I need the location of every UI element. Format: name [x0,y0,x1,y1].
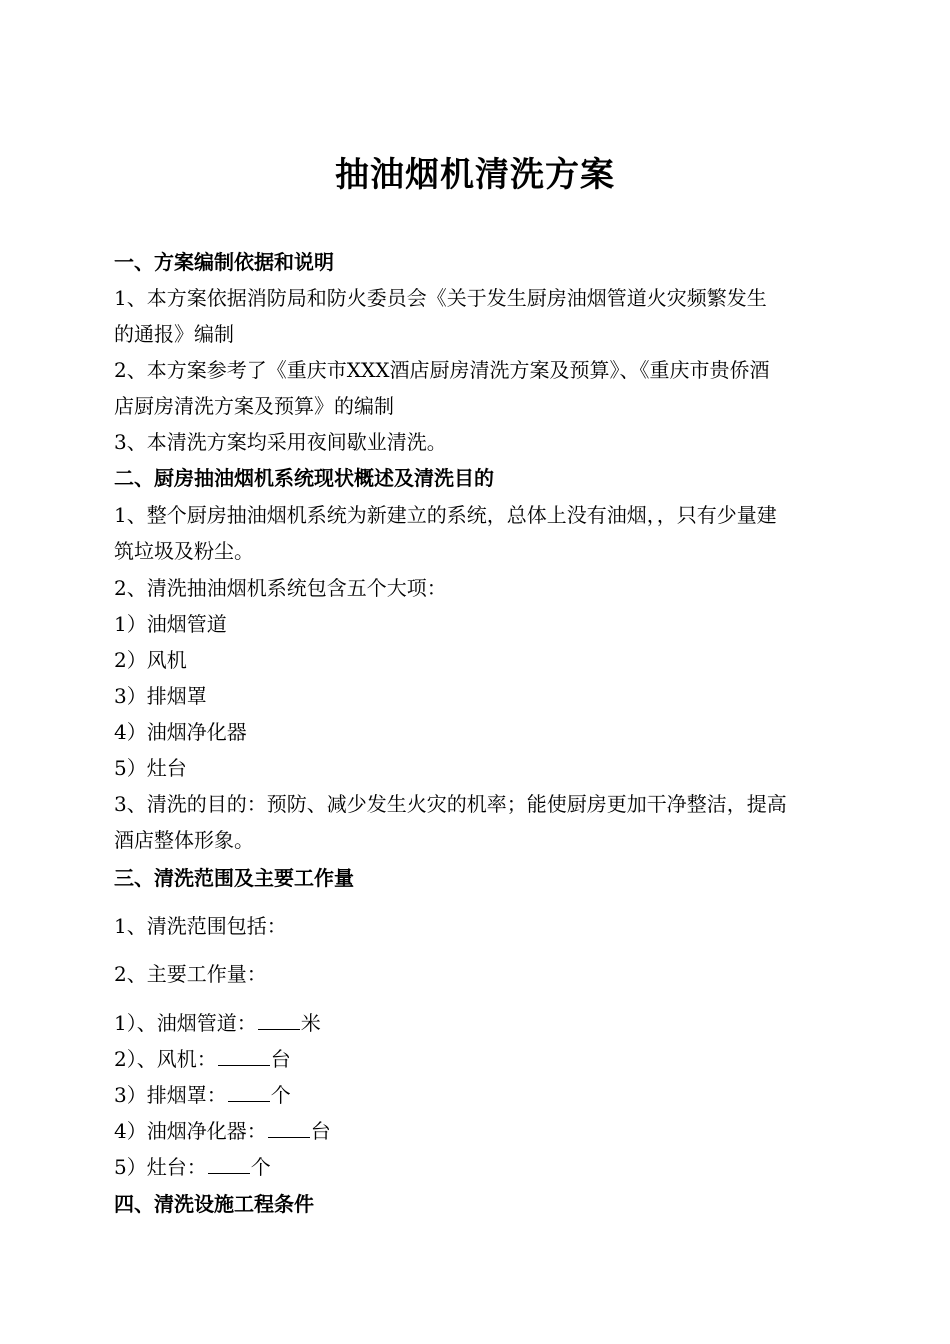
section1-heading: 一、方案编制依据和说明 [114,250,334,274]
section3-item2: 2、主要工作量： [114,962,267,986]
workload-label: 2）、风机： [114,1047,217,1071]
list-item: 3）排烟罩 [114,684,207,708]
section1-item2-line2: 店厨房清洗方案及预算》的编制 [114,394,394,418]
section2-item1-line1: 1、整个厨房抽油烟机系统为新建立的系统，总体上没有油烟，，只有少量建 [114,503,777,527]
section3-item1: 1、清洗范围包括： [114,914,287,938]
list-item: 1）油烟管道 [114,612,227,636]
list-item: 5）灶台 [114,756,187,780]
section2-item2: 2、清洗抽油烟机系统包含五个大项： [114,576,447,600]
workload-unit: 台 [270,1047,291,1071]
workload-row [114,1113,840,1149]
workload-label: 1）、油烟管道： [114,1011,257,1035]
workload-row [114,1041,840,1077]
workload-row [114,1149,840,1185]
workload-unit: 个 [250,1155,271,1179]
section1-item2-line1: 2、本方案参考了《重庆市XXX酒店厨房清洗方案及预算》、《重庆市贵侨酒 [114,358,770,382]
section1-item1-line2: 的通报》编制 [114,322,234,346]
section2-item3-line2: 酒店整体形象。 [114,828,254,852]
list-item: 2）风机 [114,648,187,672]
workload-unit: 米 [300,1011,321,1035]
fill-in-blank[interactable] [228,1081,270,1102]
section4-heading: 四、清洗设施工程条件 [114,1192,314,1216]
fill-in-blank[interactable] [218,1045,270,1066]
workload-row [114,1077,840,1113]
section2-item1-line2: 筑垃圾及粉尘。 [114,539,254,563]
fill-in-blank[interactable] [258,1009,300,1030]
section1-item3: 3、本清洗方案均采用夜间歇业清洗。 [114,430,447,454]
section2-heading: 二、厨房抽油烟机系统现状概述及清洗目的 [114,466,494,490]
workload-label: 4）油烟净化器： [114,1119,267,1143]
workload-row [114,1005,840,1041]
workload-label: 3）排烟罩： [114,1083,227,1107]
section3-heading: 三、清洗范围及主要工作量 [114,866,354,890]
fill-in-blank[interactable] [208,1153,250,1174]
section1-item1-line1: 1、本方案依据消防局和防火委员会《关于发生厨房油烟管道火灾频繁发生 [114,286,767,310]
fill-in-blank[interactable] [268,1117,310,1138]
list-item: 4）油烟净化器 [114,720,247,744]
workload-label: 5）灶台： [114,1155,207,1179]
document-title: 抽油烟机清洗方案 [335,155,615,195]
section2-item3-line1: 3、清洗的目的：预防、减少发生火灾的机率；能使厨房更加干净整洁，提高 [114,792,787,816]
workload-unit: 个 [270,1083,291,1107]
workload-unit: 台 [310,1119,331,1143]
